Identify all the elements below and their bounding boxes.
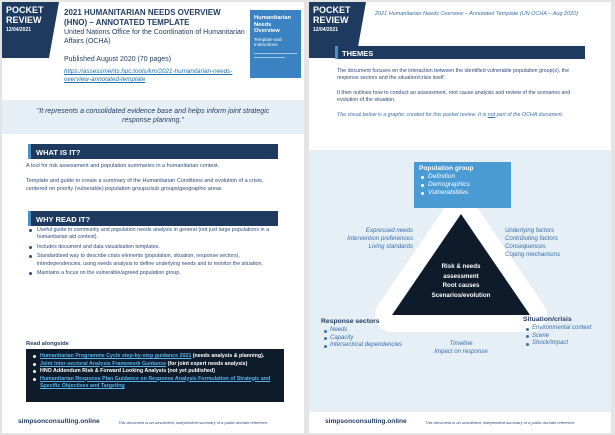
document-link[interactable]: https://assessments.hpc.tools/km/2021-humanitarian-needs-overview-annotated-template [64, 68, 233, 83]
center-label: Root causes [442, 282, 480, 289]
population-group-title: Population group [419, 165, 474, 172]
response-sectors-title: Response sectors [321, 318, 380, 325]
list-item: Capacity [323, 335, 403, 343]
cover-rule [254, 57, 285, 58]
list-item: Useful guide to community and population needs analysis in general (not just large populations in a humanitarian aid context). [28, 227, 280, 242]
badge-line2: REVIEW [6, 15, 42, 25]
badge-date: 12/04/2021 [6, 27, 32, 33]
bottom-edge-labels [411, 340, 511, 356]
edge-label: Timeline [449, 340, 473, 347]
list-item: Shock/impact [525, 340, 599, 348]
reference-item [32, 353, 278, 361]
reference-item [32, 361, 278, 369]
center-label: Scenarios/evolution [431, 291, 491, 299]
reference-link[interactable]: Humanitarian Response Plan Guidance on Response Analysis Formulation of Strategic and Specific Objectives and Targeting [40, 375, 271, 389]
why-read-it-heading: WHY READ IT? [28, 211, 278, 226]
what-is-it-paragraph-2: Template and guide to create a summary of the Humanitarian Conditions and evolution of a crisis, centered on priority (vulnerable) population groups/sub groups/geographic areas [26, 178, 264, 192]
response-sectors-list [323, 327, 403, 350]
list-item: Scene [525, 333, 599, 341]
footer-disclaimer: This document is an unsolicited, independent summary of a public domain reference. [118, 420, 269, 425]
cover-title: Humanitarian Needs Overview [254, 15, 292, 34]
list-item: Standardised way to describe crisis elements (population, situation, response sectors), interdependencies, using needs analysis to define underlying needs and to monitor the situation. [28, 253, 280, 268]
situation-crisis-list [525, 325, 599, 348]
badge-date: 12/04/2021 [313, 27, 339, 33]
left-footer [2, 411, 304, 433]
badge-line1: POCKET [6, 5, 44, 15]
list-item: Vulnerabilities [419, 189, 506, 197]
left-edge-labels [335, 227, 413, 251]
list-item: Definition [419, 173, 506, 181]
document-organisation: United Nations Office for the Coordination of Humanitarian Affairs (OCHA) [64, 29, 245, 45]
visual-note [337, 112, 589, 119]
why-read-it-list [28, 227, 280, 279]
situation-crisis-title: Situation/crisis [523, 316, 572, 323]
center-label: assessment [443, 272, 479, 280]
reference-item [32, 376, 278, 391]
list-item: Includes document and data visualisation templates. [28, 244, 280, 251]
list-item: Demographics [419, 181, 506, 189]
edge-label: Intervention preferences [347, 235, 413, 242]
edge-label: Coping mechanisms [505, 251, 561, 258]
left-page [2, 2, 304, 433]
visual-note-part-b: part of the OCHA document. [495, 112, 564, 118]
visual-note-emphasis: not [487, 112, 496, 118]
visual-note-part-a: The visual below is a graphic created for this pocket review. It is [337, 112, 488, 118]
themes-heading: THEMES [335, 46, 585, 59]
what-is-it-paragraph-1: A tool for risk assessment and population summaries in a humanitarian context. [26, 163, 220, 169]
edge-label: Impact on response [434, 348, 488, 355]
themes-paragraph-2: It then outlines how to conduct an assessment, root cause analysis and review of the scenarios and evolution of the situation. [337, 90, 571, 104]
what-is-it-heading: WHAT IS IT? [28, 144, 278, 159]
right-footer [309, 411, 611, 433]
edge-label: Underlying factors [505, 227, 555, 234]
edge-label: Consequences [505, 243, 546, 250]
reference-note: (for joint expert needs analysis) [166, 360, 248, 367]
edge-label: Contributing factors [505, 235, 558, 242]
reference-link[interactable]: Joint Inter-sectoral Analysis Framework Guidance [40, 360, 167, 367]
list-item: Intersectoral dependencies [323, 342, 403, 350]
read-alongside-heading: Read alongside [26, 341, 69, 347]
pocket-review-badge [2, 2, 49, 58]
footer-disclaimer: This document is an unsolicited, independent summary of a public domain reference. [425, 420, 576, 425]
read-alongside-box [26, 349, 284, 402]
document-title: 2021 HUMANITARIAN NEEDS OVERVIEW (HNO) – ANNOTATED TEMPLATE [64, 8, 221, 27]
triangle-center-labels [411, 262, 511, 300]
population-group-list [419, 173, 506, 197]
reference-link[interactable]: Humanitarian Programme Cycle step-by-step guidance 2021 [40, 353, 192, 359]
footer-site[interactable]: simpsonconsulting.online [325, 418, 407, 425]
key-quote: "It represents a consolidated evidence base and helps inform joint strategic response planning." [2, 100, 304, 134]
reference-item [32, 368, 278, 376]
list-item: Environmental context [525, 325, 599, 333]
running-header: 2021 Humanitarian Needs Overview – Annotated Template (UN OCHA – Aug 2020) [375, 11, 579, 17]
population-group-box [414, 162, 511, 208]
list-item: Maintains a focus on the vulnerable/agreed population group. [28, 270, 280, 277]
edge-label: Living standards [368, 243, 413, 250]
cover-thumbnail [250, 10, 301, 78]
footer-site[interactable]: simpsonconsulting.online [18, 418, 100, 425]
reference-note: (needs analysis & planning). [191, 353, 265, 359]
cover-subtitle: Template and Instructions [254, 36, 282, 48]
edge-label: Expressed needs [365, 227, 413, 234]
publication-info: Published August 2020 (70 pages) [64, 56, 172, 63]
themes-diagram [309, 150, 611, 412]
right-page [309, 2, 611, 433]
badge-line2: REVIEW [313, 15, 349, 25]
badge-line1: POCKET [313, 5, 351, 15]
cover-rule [254, 53, 297, 54]
right-edge-labels [505, 227, 597, 259]
themes-paragraph-1: The document focuses on the interaction between the identified vulnerable population group(s), the response sectors and the situation/crisis itself. [337, 68, 570, 82]
reference-note: HNO Addendum Risk & Forward Looking Analysis (not yet published) [40, 368, 216, 374]
list-item: Needs [323, 327, 403, 335]
center-label: Risk & needs [441, 263, 481, 270]
